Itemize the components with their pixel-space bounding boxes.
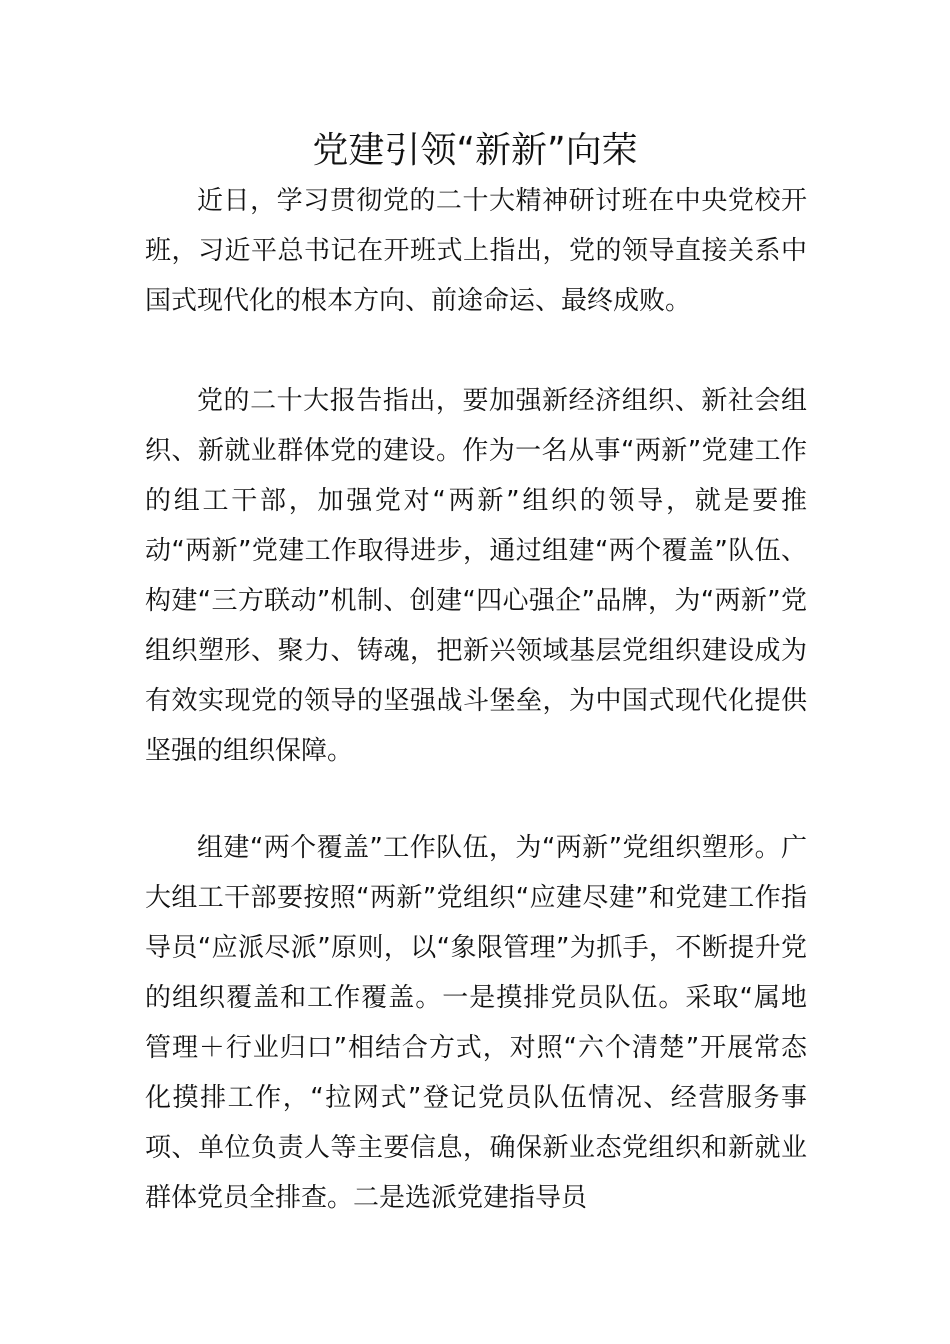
paragraph-2: 党的二十大报告指出，要加强新经济组织、新社会组织、新就业群体党的建设。作为一名从事“两新”党建工作的组工干部，加强党对“两新”组织的领导，就是要推动“两新”党建工作取得进步，通过组建“两个覆盖”队伍、构建“三方联动”机制、创建“四心强企”品牌，为“两新”党组织塑形、聚力、铸魂，把新兴领域基层党组织建设成为有效实现党的领导的坚强战斗堡垒，为中国式现代化提供坚强的组织保障。 xyxy=(145,386,807,766)
paragraph-1: 近日，学习贯彻党的二十大精神研讨班在中央党校开班，习近平总书记在开班式上指出，党的领导直接关系中国式现代化的根本方向、前途命运、最终成败。 xyxy=(145,186,807,316)
document-title: 党建引领“新新”向荣 xyxy=(312,130,638,171)
paragraph-3: 组建“两个覆盖”工作队伍，为“两新”党组织塑形。广大组工干部要按照“两新”党组织“应建尽建”和党建工作指导员“应派尽派”原则，以“象限管理”为抓手，不断提升党的组织覆盖和工作覆盖。一是摸排党员队伍。采取“属地管理＋行业归口”相结合方式，对照“六个清楚”开展常态化摸排工作，“拉网式”登记党员队伍情况、经营服务事项、单位负责人等主要信息，确保新业态党组织和新就业群体党员全排查。二是选派党建指导员 xyxy=(145,833,807,1213)
